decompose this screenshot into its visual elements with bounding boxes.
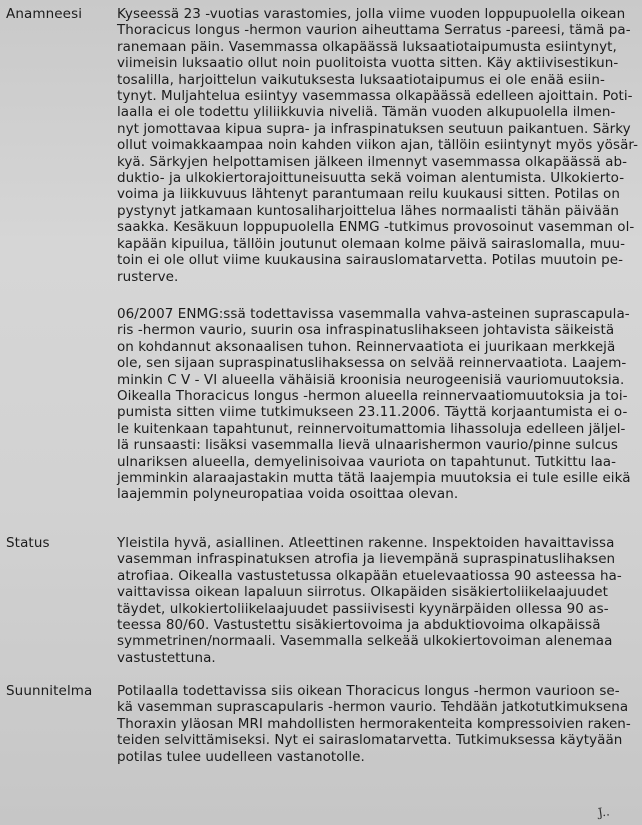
text-line: ranemaan päin. Vasemmassa olkapäässä luksaatiotaipumusta esiintynyt, (117, 38, 617, 55)
section-label-anamneesi: Anamneesi (6, 6, 83, 22)
status-text (117, 535, 639, 666)
text-line: le kuitenkaan tapahtunut, reinnervoitumattomia lihassoluja edelleen jäljel- (117, 420, 626, 437)
suunnitelma-text (117, 683, 639, 765)
text-line: 06/2007 ENMG:ssä todettavissa vasemmalla vahva-asteinen suprascapula- (117, 306, 630, 322)
section-label-suunnitelma: Suunnitelma (6, 683, 93, 699)
initials-mark: J.. (597, 804, 611, 820)
text-line: potilas tulee uudelleen vastanotolle. (117, 748, 365, 765)
suunnitelma-paragraph (117, 683, 639, 765)
section-label-status: Status (6, 535, 50, 551)
text-line: on kohdannut aksonaalisen tuhon. Reinnervaatiota ei juurikaan merkkejä (117, 338, 616, 355)
anamneesi-paragraph-history (117, 6, 639, 285)
text-line: minkin C V - VI alueella vähäisiä kroonisia neurogeenisiä vauriomuutoksia. (117, 371, 625, 388)
text-line: ulnariksen alueella, demyelinisoivaa vauriota on tapahtunut. Tutkittu laa- (117, 453, 617, 470)
text-line: ris -hermon vaurio, suurin osa infraspinatuslihakseen johtavista säikeistä (117, 322, 615, 339)
text-line: Potilaalla todettavissa siis oikean Thoracicus longus -hermon vaurioon se- (117, 683, 620, 699)
text-line: täydet, ulkokiertoliikelaajuudet passiivisesti kyynärpäiden ollessa 90 as- (117, 600, 609, 617)
text-line: nyt jomottavaa kipua supra- ja infraspinatuksen seutuun paikantuen. Särky (117, 120, 631, 137)
text-line: vastustettuna. (117, 649, 216, 666)
text-line: symmetrinen/normaali. Vasemmalla selkeää ulkokiertovoiman alenemaa (117, 633, 613, 650)
enmg-text (117, 306, 639, 503)
text-line: pystynyt jatkamaan kuntosaliharjoittelua lähes normaalisti tähän päivään (117, 202, 619, 219)
text-line: ollut voimakkaampaa noin kahden viikon ajan, tällöin esiintynyt myös yösär- (117, 137, 639, 154)
anamneesi-text (117, 6, 639, 285)
text-line: Oikealla Thoracicus longus -hermon alueella reinnervaatiomuutoksia ja toi- (117, 388, 628, 405)
text-line: pumista sitten viime tutkimukseen 23.11.2006. Täyttä korjaantumista ei o- (117, 404, 628, 421)
text-line: vaittavissa oikean lapaluun siirrotus. Olkapäiden sisäkiertoliikelaajuudet (117, 584, 608, 601)
text-line: Kyseessä 23 -vuotias varastomies, jolla viime vuoden loppupuolella oikean (117, 6, 626, 22)
text-line: teessa 80/60. Vastustettu sisäkiertovoima ja abduktiovoima olkapäissä (117, 617, 601, 634)
text-line: ole, sen sijaan supraspinatuslihaksessa on selvää reinnervaatiota. Laajem- (117, 355, 627, 372)
text-line: voima ja liikkuvuus lähtenyt parantumaan reilu kuukausi sitten. Potilas on (117, 186, 620, 203)
text-line: kapään kipuilua, tällöin joutunut olemaan kolme päivä sairaslomalla, muu- (117, 235, 626, 252)
text-line: vasemman infraspinatuksen atrofia ja lievempänä supraspinatuslihaksen (117, 551, 616, 568)
text-line: duktio- ja ulkokiertorajoittuneisuutta sekä voiman alentumista. Ulkokierto- (117, 170, 625, 187)
text-line: atrofiaa. Oikealla vastustetussa olkapään etuelevaatiossa 90 asteessa ha- (117, 567, 622, 584)
anamneesi-paragraph-enmg (117, 306, 639, 503)
text-line: teiden selvittämiseksi. Nyt ei sairaslomatarvetta. Tutkimuksessa käytyään (117, 732, 623, 749)
text-line: jemminkin alaraajastakin mutta tätä laajempia muutoksia ei tule esille eikä (117, 470, 631, 487)
text-line: saakka. Kesäkuun loppupuolella ENMG -tutkimus provosoinut vasemman ol- (117, 219, 635, 236)
text-line: laajemmin polyneuropatiaa voida osoittaa olevan. (117, 486, 459, 503)
text-line: Thoracicus longus -hermon vaurion aiheuttama Serratus -pareesi, tämä pa- (117, 22, 631, 39)
text-line: tynyt. Muljahtelua esiintyy vasemmassa olkapäässä edelleen ajoittain. Poti- (117, 88, 633, 105)
text-line: rusterve. (117, 268, 179, 285)
text-line: laalla ei ole todettu yliliikkuvia niveliä. Tämän vuoden alkupuolella ilmen- (117, 104, 616, 121)
status-paragraph (117, 535, 639, 666)
text-line: kä vasemman suprascapularis -hermon vaurio. Tehdään jatkotutkimuksena (117, 699, 629, 716)
text-line: Thoraxin yläosan MRI mahdollisten hermorakenteita kompressoivien raken- (117, 715, 631, 732)
text-line: kyä. Särkyjen helpottamisen jälkeen ilmennyt vasemmassa olkapäässä ab- (117, 153, 628, 170)
text-line: tosalilla, harjoittelun vaikutuksesta luksaatiotaipumus ei ole enää esiin- (117, 71, 605, 88)
text-line: Yleistila hyvä, asiallinen. Atleettinen rakenne. Inspektoiden havaittavissa (117, 535, 615, 551)
text-line: viimeisin luksaatio ollut noin puolitoista vuotta sitten. Käy aktiivisestikun- (117, 55, 619, 72)
text-line: toin ei ole ollut viime kuukausina sairauslomatarvetta. Potilas muutoin pe- (117, 252, 624, 269)
text-line: lä runsaasti: lisäksi vasemmalla lievä ulnaarishermon vaurio/pinne sulcus (117, 437, 618, 454)
